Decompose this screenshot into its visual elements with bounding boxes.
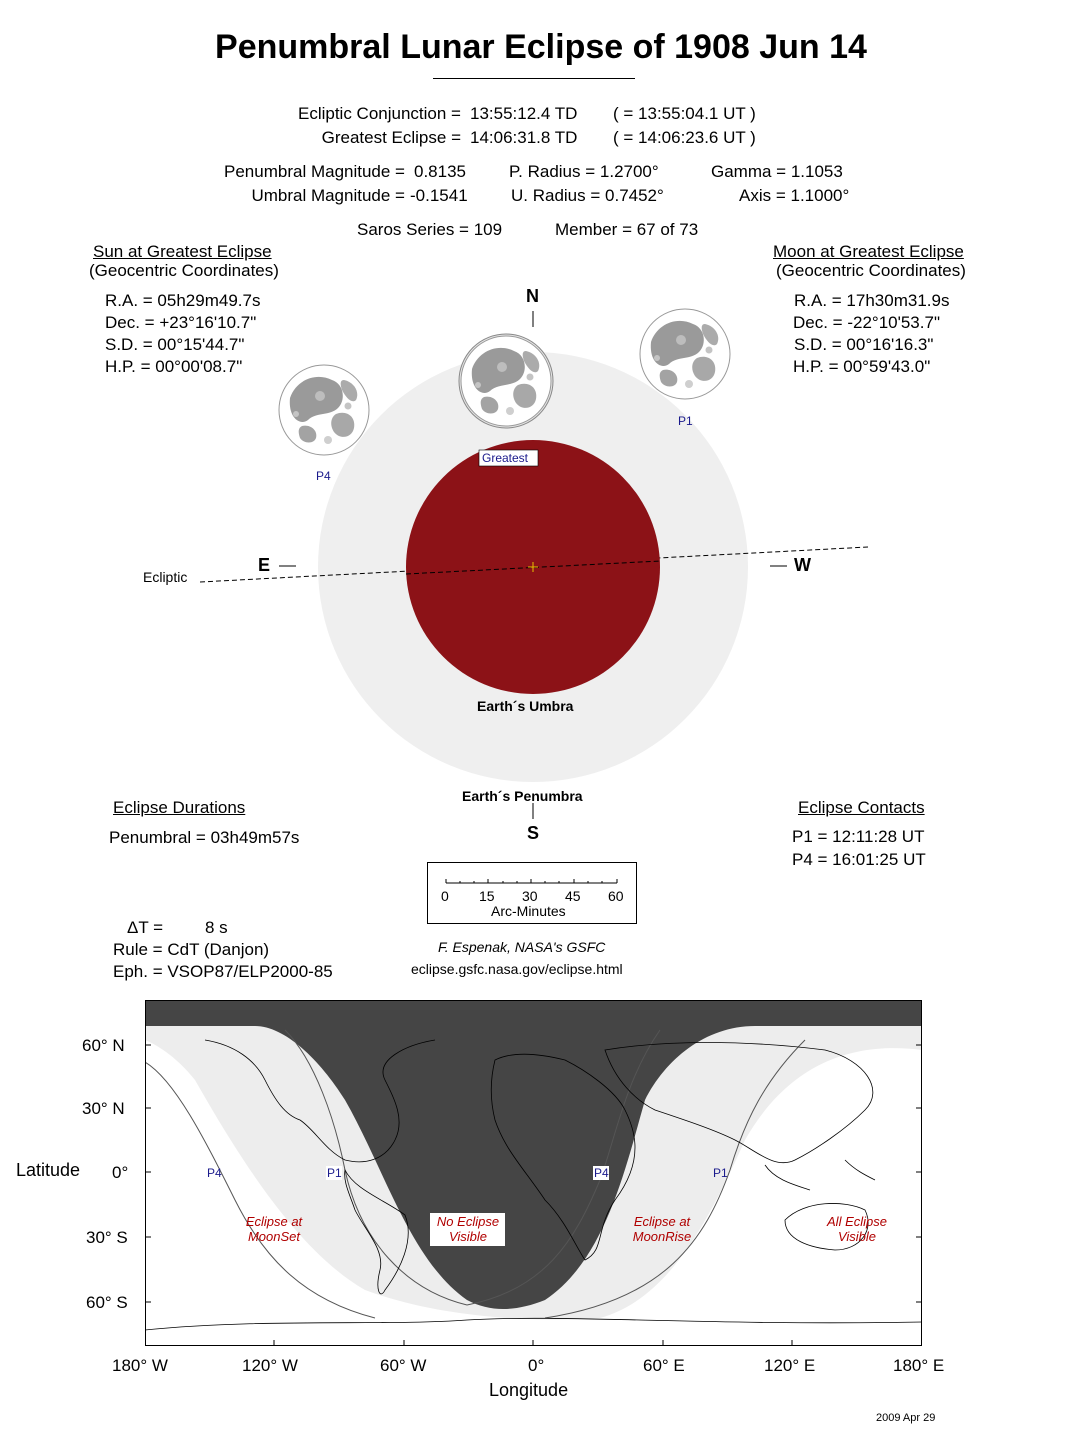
lat-label-30s: 30° S bbox=[86, 1228, 128, 1247]
lat-label-30n: 30° N bbox=[82, 1099, 125, 1118]
lon-label-180e: 180° E bbox=[893, 1356, 945, 1375]
pen-mag-value: 0.8135 bbox=[414, 162, 466, 181]
greatest-td: 14:06:31.8 TD bbox=[470, 128, 578, 147]
scale-units-label: Arc-Minutes bbox=[491, 903, 566, 919]
umb-mag-value: -0.1541 bbox=[410, 186, 468, 205]
source-url: eclipse.gsfc.nasa.gov/eclipse.html bbox=[411, 961, 623, 977]
delta-t-value: 8 s bbox=[205, 918, 228, 937]
sun-subheading: (Geocentric Coordinates) bbox=[89, 261, 279, 280]
region-moonset-line2: MoonSet bbox=[247, 1229, 301, 1244]
p4-moon-label: P4 bbox=[316, 469, 331, 483]
p1-moon-label: P1 bbox=[678, 414, 693, 428]
map-curve-label-p1-east: P1 bbox=[713, 1166, 728, 1180]
ecliptic-label: Ecliptic bbox=[143, 569, 188, 585]
region-moonset bbox=[236, 1214, 312, 1244]
region-no-eclipse bbox=[430, 1214, 506, 1244]
saros-member: Member = 67 of 73 bbox=[555, 220, 699, 239]
longitude-title: Longitude bbox=[489, 1380, 569, 1400]
generation-date: 2009 Apr 29 bbox=[876, 1412, 936, 1424]
greatest-ut: ( = 14:06:23.6 UT ) bbox=[613, 128, 756, 147]
sun-sd: S.D. = 00°15'44.7" bbox=[105, 335, 245, 354]
penumbra-label: Earth´s Penumbra bbox=[462, 788, 583, 804]
sun-hp: H.P. = 00°00'08.7" bbox=[105, 357, 243, 376]
map-curve-label-p4-west: P4 bbox=[207, 1166, 222, 1180]
pen-mag-label: Penumbral Magnitude = bbox=[224, 162, 405, 181]
scale-tick-label: 60 bbox=[608, 888, 624, 904]
umbra-label: Earth´s Umbra bbox=[477, 698, 574, 714]
contact-p4: P4 = 16:01:25 UT bbox=[792, 850, 926, 869]
lon-label-120w: 120° W bbox=[242, 1356, 298, 1375]
moon-at-greatest bbox=[459, 334, 553, 428]
region-no-eclipse-line2: Visible bbox=[448, 1229, 488, 1244]
west-label: W bbox=[794, 555, 811, 575]
region-all-eclipse bbox=[818, 1214, 896, 1244]
region-all-eclipse-line1: All Eclipse bbox=[827, 1214, 887, 1229]
lat-label-60s: 60° S bbox=[86, 1293, 128, 1312]
gamma: Gamma = 1.1053 bbox=[711, 162, 843, 181]
contact-p1: P1 = 12:11:28 UT bbox=[792, 827, 925, 846]
delta-t-label: ΔT = bbox=[127, 918, 164, 937]
moon-dec: Dec. = -22°10'53.7" bbox=[793, 313, 940, 332]
conjunction-td: 13:55:12.4 TD bbox=[470, 104, 578, 123]
sun-ra: R.A. = 05h29m49.7s bbox=[105, 291, 261, 310]
scale-tick-label: 15 bbox=[479, 888, 495, 904]
moon-hp: H.P. = 00°59'43.0" bbox=[793, 357, 931, 376]
page-title: Penumbral Lunar Eclipse of 1908 Jun 14 bbox=[215, 28, 867, 66]
south-label: S bbox=[527, 823, 540, 843]
lon-label-60w: 60° W bbox=[380, 1356, 427, 1375]
latitude-title: Latitude bbox=[16, 1160, 81, 1180]
sun-heading: Sun at Greatest Eclipse bbox=[93, 242, 272, 261]
region-all-eclipse-line2: Visible bbox=[837, 1229, 877, 1244]
lon-label-60e: 60° E bbox=[643, 1356, 685, 1375]
north-label: N bbox=[526, 286, 539, 306]
moon-subheading: (Geocentric Coordinates) bbox=[776, 261, 966, 280]
visibility-map bbox=[145, 1000, 922, 1346]
scale-tick-label: 45 bbox=[565, 888, 581, 904]
u-radius: U. Radius = 0.7452° bbox=[511, 186, 664, 205]
credit: F. Espenak, NASA's GSFC bbox=[438, 939, 606, 955]
conjunction-ut: ( = 13:55:04.1 UT ) bbox=[613, 104, 756, 123]
scale-tick-label: 30 bbox=[522, 888, 538, 904]
lat-label-0: 0° bbox=[112, 1163, 129, 1182]
east-label: E bbox=[258, 555, 271, 575]
region-moonrise-line2: MoonRise bbox=[632, 1229, 692, 1244]
moon-at-p1 bbox=[640, 309, 730, 399]
map-curve-label-p1-west: P1 bbox=[327, 1166, 342, 1180]
title-underline bbox=[433, 78, 635, 79]
saros-series: Saros Series = 109 bbox=[357, 220, 503, 239]
lon-label-180w: 180° W bbox=[112, 1356, 168, 1375]
p-radius: P. Radius = 1.2700° bbox=[509, 162, 659, 181]
greatest-label: Greatest Eclipse = bbox=[321, 128, 461, 147]
region-moonrise bbox=[623, 1214, 701, 1244]
conjunction-label: Ecliptic Conjunction = bbox=[297, 104, 461, 123]
moon-sd: S.D. = 00°16'16.3" bbox=[794, 335, 934, 354]
rule: Rule = CdT (Danjon) bbox=[113, 940, 270, 959]
lon-label-0: 0° bbox=[528, 1356, 545, 1375]
region-no-eclipse-line1: No Eclipse bbox=[436, 1214, 500, 1229]
greatest-label: Greatest bbox=[482, 451, 529, 465]
ephemeris: Eph. = VSOP87/ELP2000-85 bbox=[113, 962, 333, 981]
contacts-heading: Eclipse Contacts bbox=[798, 798, 925, 817]
moon-at-p4 bbox=[279, 365, 369, 455]
lat-label-60n: 60° N bbox=[82, 1036, 125, 1055]
map-curve-label-p4-east: P4 bbox=[594, 1166, 609, 1180]
moon-heading: Moon at Greatest Eclipse bbox=[773, 242, 964, 261]
penumbral-duration: Penumbral = 03h49m57s bbox=[109, 828, 300, 847]
scale-box bbox=[427, 862, 637, 924]
axis: Axis = 1.1000° bbox=[739, 186, 850, 205]
scale-tick-label: 0 bbox=[441, 888, 449, 904]
region-moonset-line1: Eclipse at bbox=[245, 1214, 303, 1229]
moon-ra: R.A. = 17h30m31.9s bbox=[794, 291, 950, 310]
lon-label-120e: 120° E bbox=[764, 1356, 816, 1375]
region-moonrise-line1: Eclipse at bbox=[633, 1214, 691, 1229]
umb-mag-label: Umbral Magnitude = bbox=[251, 186, 405, 205]
durations-heading: Eclipse Durations bbox=[113, 798, 246, 817]
sun-dec: Dec. = +23°16'10.7" bbox=[105, 313, 257, 332]
